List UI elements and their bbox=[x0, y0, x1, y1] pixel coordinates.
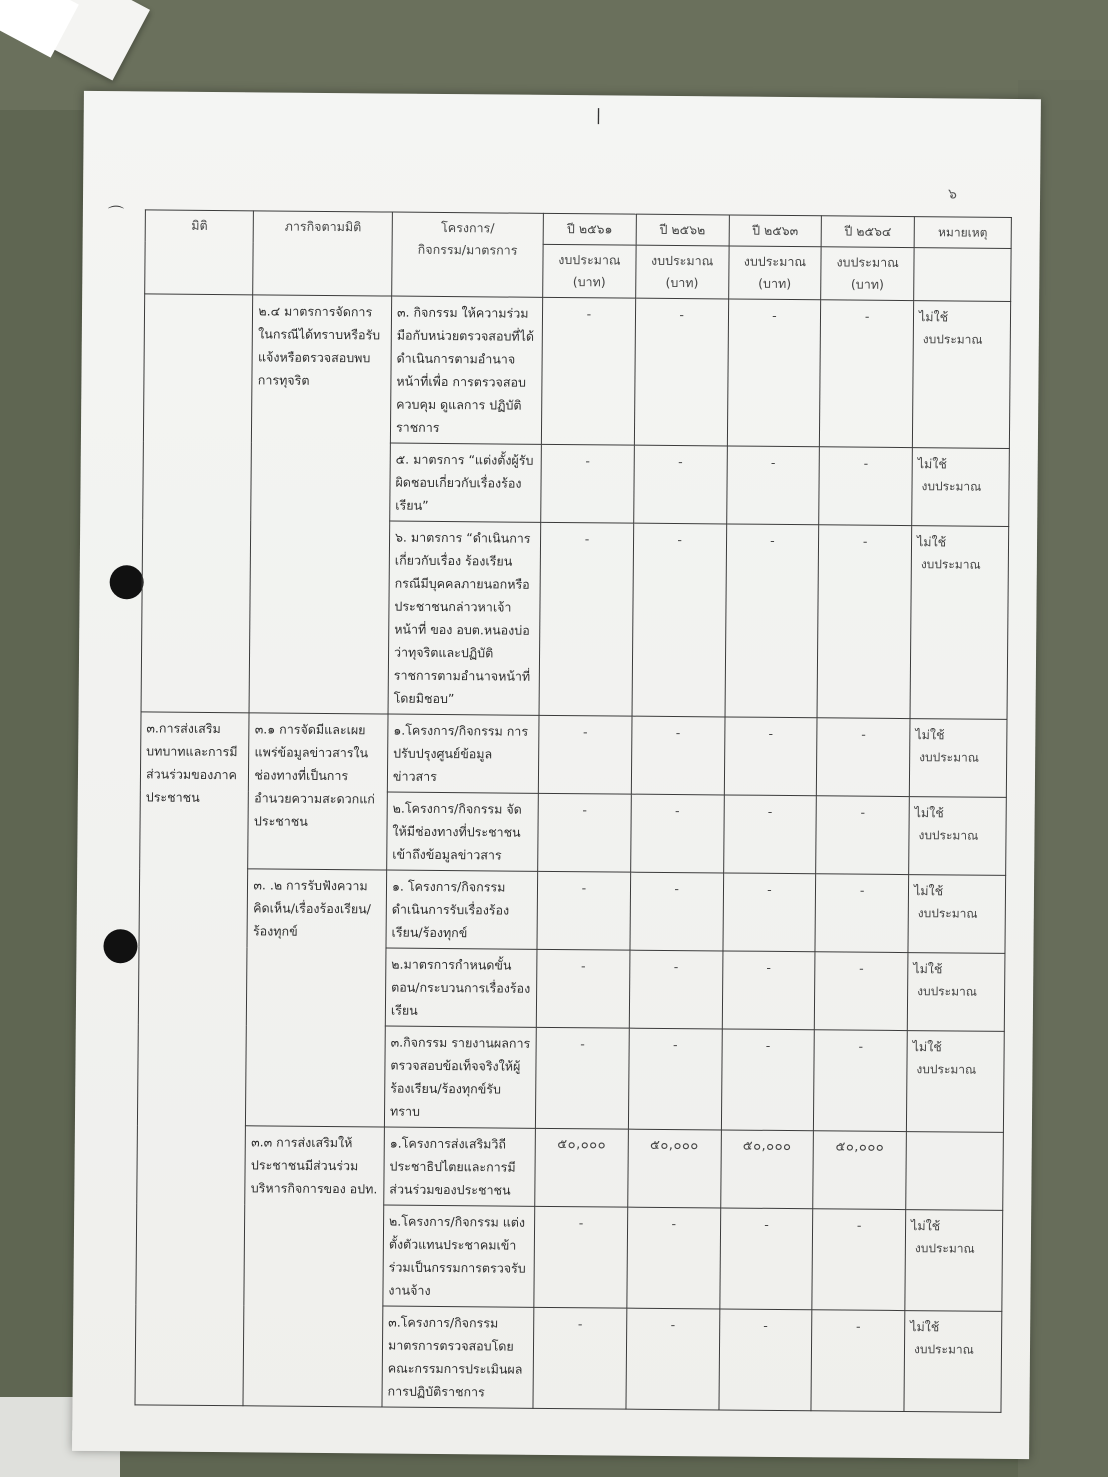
budget-cell: - bbox=[631, 716, 724, 795]
remark-cell bbox=[912, 301, 1010, 449]
remark-cell bbox=[909, 719, 1007, 798]
remark-line1: ไม่ใช้ bbox=[910, 1319, 940, 1335]
project-cell: ๓.กิจกรรม รายงานผลการตรวจสอบข้อเท็จจริงให้ผู้ร้องเรียน/ร้องทุกข์รับทราบ bbox=[384, 1026, 536, 1128]
remark-line2: งบประมาณ bbox=[921, 479, 982, 494]
remark-line1: ไม่ใช้ bbox=[916, 534, 947, 550]
header-year-2561: ปี ๒๕๖๑ bbox=[543, 213, 636, 245]
mission-3-3: ๓.๓ การส่งเสริมให้ประชาชนมีส่วนร่วมบริหารกิจการของ อปท. bbox=[243, 1126, 384, 1407]
header-budget-label: งบประมาณ bbox=[836, 254, 899, 270]
budget-cell: - bbox=[718, 1309, 812, 1411]
project-cell: ๖. มาตรการ “ดำเนินการเกี่ยวกับเรื่อง ร้องเรียนกรณีมีบุคคลภายนอกหรือประชาชนกล่าวหาเจ้าหน้าที่ ของ อบต.หนองบ่อ ว่าทุจริตและปฏิบัติ ราชการตามอำนาจหน้าที่โดยมิชอบ” bbox=[388, 521, 541, 715]
budget-table bbox=[134, 209, 1011, 1413]
remark-cell bbox=[906, 1031, 1004, 1133]
project-cell: ๓. กิจกรรม ให้ความร่วมมือกับหน่วยตรวจสอบที่ได้ ดำเนินการตามอำนาจหน้าที่เพื่อ การตรวจสอบ ควบคุม ดูแลการ ปฏิบัติราชการ bbox=[390, 296, 542, 444]
budget-cell: - bbox=[815, 952, 908, 1031]
budget-cell: - bbox=[817, 525, 911, 719]
header-mission: ภารกิจตามมิติ bbox=[253, 211, 392, 296]
budget-cell: - bbox=[820, 300, 914, 448]
table-row bbox=[140, 712, 1007, 798]
remark-cell bbox=[910, 526, 1009, 720]
budget-cell: - bbox=[539, 522, 633, 716]
budget-cell: - bbox=[726, 446, 819, 525]
project-cell: ๒.โครงการ/กิจกรรม แต่งตั้งตัวแทนประชาคมเข้าร่วมเป็นกรรมการตรวจรับงานจ้าง bbox=[383, 1205, 535, 1307]
remark-line1: ไม่ใช้ bbox=[917, 456, 947, 472]
header-remark-empty bbox=[914, 248, 1011, 302]
budget-cell: - bbox=[629, 950, 722, 1029]
budget-cell: - bbox=[627, 1207, 721, 1309]
budget-cell: - bbox=[538, 715, 631, 794]
remark-line1: ไม่ใช้ bbox=[914, 805, 944, 821]
budget-cell: - bbox=[723, 873, 816, 952]
mission-3-2: ๓. .๒ การรับฟังความคิดเห็น/เรื่องร้องเรียน/ร้องทุกข์ bbox=[246, 869, 387, 1127]
header-budget-label: งบประมาณ bbox=[650, 252, 714, 269]
budget-cell: - bbox=[634, 298, 728, 446]
header-budget-2563 bbox=[728, 246, 821, 300]
remark-line1: ไม่ใช้ bbox=[913, 961, 943, 977]
remark-line1: ไม่ใช้ bbox=[915, 727, 945, 743]
header-dimension: มิติ bbox=[145, 210, 254, 295]
mission-2-4: ๒.๔ มาตรการจัดการในกรณีได้ทราบหรือรับแจ้งหรือตรวจสอบพบการทุจริต bbox=[249, 295, 391, 714]
project-cell: ๒.โครงการ/กิจกรรม จัดให้มีช่องทางที่ประชาชนเข้าถึงข้อมูลข่าวสาร bbox=[387, 792, 539, 871]
budget-cell: - bbox=[727, 299, 821, 447]
header-unit-label: (บาท) bbox=[758, 275, 792, 292]
remark-line2: งบประมาณ bbox=[920, 557, 981, 572]
remark-cell bbox=[912, 448, 1010, 527]
remark-line1 bbox=[912, 1136, 998, 1137]
budget-cell: - bbox=[628, 1028, 722, 1130]
budget-cell: - bbox=[817, 718, 910, 797]
remark-line2: งบประมาณ bbox=[922, 332, 983, 347]
document-page bbox=[72, 91, 1041, 1459]
header-year-2563: ปี ๒๕๖๓ bbox=[729, 215, 822, 247]
remark-cell bbox=[909, 797, 1007, 876]
budget-cell: - bbox=[723, 795, 816, 874]
remark-line2: งบประมาณ bbox=[916, 1062, 977, 1077]
remark-line1: ไม่ใช้ bbox=[918, 309, 949, 325]
budget-cell: - bbox=[815, 874, 908, 953]
dimension-cell-empty bbox=[141, 294, 253, 713]
remark-cell bbox=[906, 1132, 1004, 1211]
table-row bbox=[139, 868, 1006, 954]
remark-line2: งบประมาณ bbox=[914, 1241, 975, 1256]
budget-cell: - bbox=[533, 1307, 627, 1409]
project-cell: ๑.โครงการ/กิจกรรม การปรับปรุงศูนย์ข้อมูลข่าวสาร bbox=[387, 714, 539, 793]
budget-cell: - bbox=[538, 793, 631, 872]
project-cell: ๕. มาตรการ “แต่งตั้งผู้รับผิดชอบเกี่ยวกับเรื่องร้องเรียน” bbox=[390, 443, 542, 522]
pen-mark: | bbox=[595, 105, 602, 125]
header-project-line2: กิจกรรม/มาตรการ bbox=[417, 241, 518, 258]
budget-cell: - bbox=[633, 445, 726, 524]
budget-cell: - bbox=[537, 871, 630, 950]
header-unit-label: (บาท) bbox=[665, 274, 699, 291]
budget-cell: - bbox=[719, 1208, 813, 1310]
header-year-2564: ปี ๒๕๖๔ bbox=[821, 216, 914, 248]
budget-cell: - bbox=[626, 1308, 720, 1410]
header-remark: หมายเหตุ bbox=[914, 217, 1011, 249]
header-budget-2561 bbox=[543, 244, 636, 298]
header-budget-2562 bbox=[635, 245, 728, 299]
budget-cell: - bbox=[534, 1206, 628, 1308]
header-budget-label: งบประมาณ bbox=[558, 251, 621, 268]
budget-cell: - bbox=[535, 1027, 629, 1129]
remark-cell bbox=[904, 1311, 1002, 1413]
table-header-row bbox=[145, 210, 1011, 249]
header-unit-label: (บาท) bbox=[572, 274, 606, 290]
remark-line2: งบประมาณ bbox=[918, 828, 979, 843]
header-project-line1: โครงการ/ bbox=[441, 219, 495, 236]
header-project bbox=[392, 212, 544, 297]
budget-cell: - bbox=[722, 951, 815, 1030]
budget-cell: - bbox=[814, 1030, 908, 1132]
pen-mark-left: ⌒ bbox=[107, 204, 124, 224]
remark-cell bbox=[908, 875, 1006, 954]
project-cell: ๑.โครงการส่งเสริมวิถีประชาธิปไตยและการมีส่วนร่วมของประชาชน bbox=[384, 1127, 536, 1206]
header-budget-label: งบประมาณ bbox=[743, 253, 807, 270]
budget-cell: ๕๐,๐๐๐ bbox=[720, 1130, 813, 1209]
budget-cell: - bbox=[632, 523, 726, 717]
budget-cell: - bbox=[536, 949, 629, 1028]
punch-hole-top bbox=[110, 565, 144, 599]
table-row bbox=[137, 1125, 1004, 1211]
project-cell: ๓.โครงการ/กิจกรรม มาตรการตรวจสอบโดยคณะกรรมการประเมินผลการปฏิบัติราชการ bbox=[382, 1306, 534, 1408]
remark-line2: งบประมาณ bbox=[917, 984, 977, 999]
budget-cell: - bbox=[630, 872, 723, 951]
header-budget-2564 bbox=[821, 247, 914, 301]
remark-cell bbox=[905, 1210, 1003, 1312]
budget-cell: ๕๐,๐๐๐ bbox=[628, 1129, 721, 1208]
budget-cell: - bbox=[812, 1209, 906, 1311]
budget-cell: - bbox=[724, 717, 817, 796]
remark-line1: ไม่ใช้ bbox=[911, 1218, 941, 1234]
project-cell: ๒.มาตรการกำหนดขั้นตอน/กระบวนการเรื่องร้องเรียน bbox=[385, 948, 537, 1027]
budget-cell: - bbox=[721, 1029, 815, 1131]
remark-line2 bbox=[912, 1136, 998, 1137]
page-number: ๖ bbox=[948, 186, 958, 203]
budget-cell: - bbox=[819, 447, 912, 526]
budget-cell: - bbox=[811, 1310, 905, 1412]
remark-line2: งบประมาณ bbox=[917, 906, 978, 921]
remark-line1: ไม่ใช้ bbox=[913, 883, 944, 899]
table-row bbox=[143, 294, 1010, 449]
header-unit-label: (บาท) bbox=[850, 276, 884, 292]
remark-line2: งบประมาณ bbox=[919, 750, 979, 765]
budget-cell: - bbox=[541, 297, 635, 445]
budget-cell: - bbox=[541, 444, 634, 523]
project-cell: ๑. โครงการ/กิจกรรม ดำเนินการรับเรื่องร้องเรียน/ร้องทุกข์ bbox=[386, 870, 538, 949]
budget-cell: ๕๐,๐๐๐ bbox=[535, 1128, 628, 1207]
mission-3-1: ๓.๑ การจัดมีและเผยแพร่ข้อมูลข่าวสารในช่องทางที่เป็นการอำนวยความสะดวกแก่ประชาชน bbox=[248, 713, 388, 870]
remark-cell bbox=[907, 953, 1005, 1032]
header-year-2562: ปี ๒๕๖๒ bbox=[636, 214, 729, 246]
budget-cell: - bbox=[630, 794, 723, 873]
budget-cell: ๕๐,๐๐๐ bbox=[813, 1131, 906, 1210]
dimension-3: ๓.การส่งเสริมบทบาทและการมีส่วนร่วมของภาคประชาชน bbox=[135, 712, 249, 1406]
remark-line1: ไม่ใช้ bbox=[912, 1039, 942, 1055]
punch-hole-bottom bbox=[103, 929, 137, 963]
budget-cell: - bbox=[816, 796, 909, 875]
remark-line2: งบประมาณ bbox=[913, 1342, 974, 1357]
budget-cell: - bbox=[725, 524, 819, 718]
